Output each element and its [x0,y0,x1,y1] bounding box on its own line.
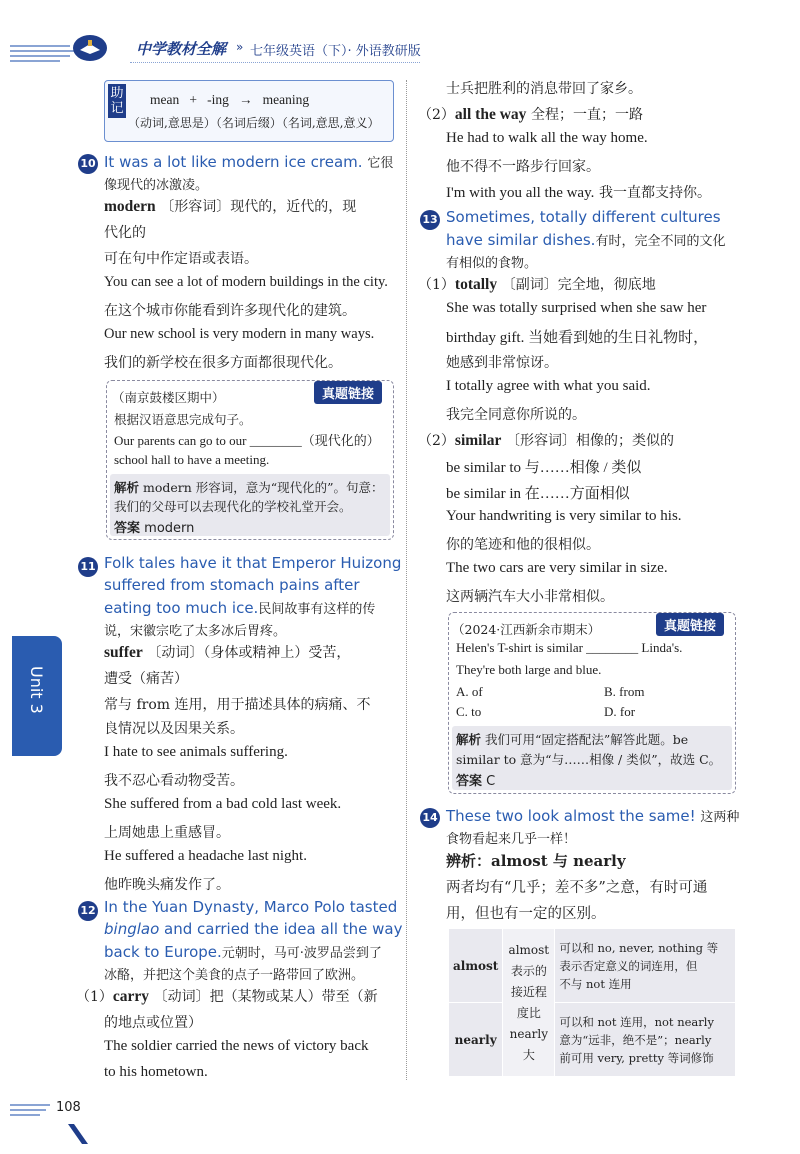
item11-h1: Folk tales have it that Emperor Huizong [104,554,402,572]
item12-sub2-label: （2） [418,107,455,123]
item11-h3: eating too much ice. [104,599,259,617]
table-shared-5: nearly [509,1026,549,1041]
item12-sub2-word: all the way [454,106,527,123]
table-row [449,1003,736,1077]
table-cell-shared [503,929,555,1077]
item11-usage2: 良情况以及因果关系。 [104,721,244,737]
header-subject: 七年级英语（下）· 外语教研版 [250,44,421,59]
table-shared-6: 大 [522,1047,535,1062]
item-number-12: 12 [78,901,98,921]
item11-ex2-en: She suffered from a bad cold last week. [104,796,342,812]
table-shared-4: 度比 [516,1005,541,1020]
comparison-table-wrap [448,928,736,1077]
exam2-analysis-label: 解析 [456,732,482,747]
item12-sub2-line [418,104,643,124]
exam2-q1: Helen's T-shirt is similar ________ Linda's. [456,640,683,655]
item10-heading [104,152,393,171]
table-cell-nearly-note [555,1003,736,1077]
column-divider [406,80,407,1080]
item11-h3-line [104,598,375,617]
exam1-analysis1: modern 形容词，意为“现代化的”。句意： [143,480,384,495]
page-number: 108 [56,1100,81,1115]
exam2-analysis2: similar to 意为“与……相像 / 类似”，故选 C。 [456,752,722,767]
item-number-14: 14 [420,808,440,828]
item13-sub1-label: （1） [418,277,455,293]
item13-ex1-cn: 她感到非常惊讶。 [446,355,558,371]
item13-ex4-en: The two cars are very similar in size. [446,560,668,576]
exam2-analysis-line1 [456,730,688,748]
exam1-instruction: 根据汉语意思完成句子。 [114,412,252,427]
item13-h2-line [446,230,725,249]
table-shared-1: almost [508,942,550,957]
item11-ex1-en: I hate to see animals suffering. [104,744,288,760]
header-separator: » [236,40,244,54]
item12-sub1-line [76,986,378,1006]
item12-h2a: binglao [104,920,160,938]
item14-analysis-title: 辨析：almost 与 nearly [446,852,626,870]
item12-h2b: and carried the idea all the way [159,920,403,938]
item10-word: modern [104,198,156,215]
item12-ex3-en: I'm with you all the way. [446,185,595,201]
item-number-11: 11 [78,557,98,577]
unit-tab [12,636,62,756]
item-number-10: 10 [78,154,98,174]
exam2-answer-label: 答案 [456,774,483,789]
memo-formula: mean + -ing → meaning [150,92,310,107]
exam2-source: （2024·江西新余市期末） [452,622,601,637]
memo-box [104,80,394,142]
table-row2-note3: 前可用 very, pretty 等词修饰 [559,1050,714,1065]
item14-h2-cn: 食物看起来几乎一样！ [446,832,577,847]
item10-heading-cn2: 像现代的冰激凌。 [104,178,209,193]
item11-pos: 〔动词〕（身体或精神上）受苦， [147,645,351,661]
exam1-q1: Our parents can go to our ________（现代化的） [114,433,380,448]
item13-ex2-en: I totally agree with what you said. [446,378,651,394]
item12-h3-cn: 元朝时，马可·波罗品尝到了 [221,946,382,961]
item13-ex3-cn: 你的笔迹和他的很相似。 [446,537,600,553]
exam1-answer-line [114,517,194,536]
item13-p1: be similar to 与……相像 / 类似 [446,460,642,476]
item12-sub1-pos2: 的地点或位置） [104,1015,202,1031]
item12-sub1-label: （1） [76,989,113,1005]
table-row2-note1: 可以和 not 连用，not nearly [559,1014,714,1029]
table-cell-nearly: nearly [449,1003,503,1077]
item12-h3: back to Europe. [104,943,222,961]
item13-ex4-cn: 这两辆汽车大小非常相似。 [446,589,614,605]
item10-usage: 可在句中作定语或表语。 [104,251,258,267]
item12-h4-cn: 冰酪，并把这个美食的点子一路带回了欧洲。 [104,968,365,983]
item12-sub1-word: carry [112,988,150,1005]
table-row1-note1: 可以和 no, never, nothing 等 [559,940,719,955]
item13-sub1-word: totally [454,276,498,293]
item11-word: suffer [104,644,143,661]
item11-ex3-cn: 他昨晚头痛发作了。 [104,877,230,893]
item13-sub2-label: （2） [418,433,455,449]
item13-ex3-en: Your handwriting is very similar to his. [446,508,682,524]
exam1-answer-label: 答案 [114,521,141,536]
exam2-opt-a: A. of [456,684,483,699]
item12-h3-line [104,942,382,961]
item13-sub2-line [418,430,674,450]
item13-ex1-mix: birthday gift. 当她看到她的生日礼物时， [446,330,709,346]
item10-ex1-en: You can see a lot of modern buildings in the city. [104,274,388,290]
item11-ex3-en: He suffered a headache last night. [104,848,307,864]
item12-ex2-cn: 他不得不一路步行回家。 [446,159,600,175]
item13-sub1-line [418,274,656,294]
item13-h2: have similar dishes. [446,231,596,249]
table-cell-almost: almost [449,929,503,1003]
item14-h1-line [446,806,739,825]
header-book-title: 中学教材全解 [136,40,227,58]
memo-label: 助记 [108,84,126,118]
exam2-tag: 真题链接 [656,613,724,636]
item11-usage1: 常与 from 连用，用于描述具体的病痛、不 [104,697,371,713]
item12-h2-line [104,920,403,938]
table-row [449,929,736,1003]
item13-ex2-cn: 我完全同意你所说的。 [446,407,586,423]
item11-h4-cn: 说，宋徽宗吃了太多冰后胃疼。 [104,624,287,639]
item12-ex3-cn: 我一直都支持你。 [598,185,711,201]
item11-ex2-cn: 上周她患上重感冒。 [104,825,230,841]
exam2-answer: C [486,774,496,789]
item13-h1: Sometimes, totally different cultures [446,208,721,226]
item11-h2: suffered from stomach pains after [104,576,360,594]
table-shared-3: 接近程 [510,984,547,999]
item12-ex1-cn: 士兵把胜利的消息带回了家乡。 [446,81,642,97]
item12-ex2-en: He had to walk all the way home. [446,130,648,146]
item13-sub1-pos: 〔副词〕完全地，彻底地 [501,277,656,293]
item12-h1: In the Yuan Dynasty, Marco Polo tasted [104,898,398,916]
item14-h1-cn: 这两种 [700,810,740,825]
unit-tab-label: Unit 3 [27,666,46,714]
footer-decoration [10,1094,100,1144]
memo-explain: （动词,意思是）（名词后缀）（名词,意思,意义） [128,116,380,130]
table-row2-note2: 意为“远非，绝不是”；nearly [559,1032,712,1047]
item13-h2-cn: 有时，完全不同的文化 [595,234,726,249]
item10-ex2-en: Our new school is very modern in many ways. [104,326,375,342]
exam1-analysis-line1 [114,478,384,496]
item12-sub2-meaning: 全程；一直；一路 [531,107,643,123]
item10-pos: 〔形容词〕现代的，近代的，现 [160,199,357,215]
item10-ex2-cn: 我们的新学校在很多方面都很现代化。 [104,355,342,371]
item10-heading-cn1: 它很 [367,156,394,171]
exam1-source: （南京鼓楼区期中） [112,390,225,405]
item10-ex1-cn: 在这个城市你能看到许多现代化的建筑。 [104,303,356,319]
item11-word-line [104,642,350,662]
item10-word-line [104,196,356,216]
exam2-analysis1: 我们可用“固定搭配法”解答此题。be [485,732,689,747]
header-dotted-rule [130,62,420,63]
exam2-opt-c: C. to [456,704,482,719]
exam2-answer-line [456,770,495,789]
table-cell-almost-note [555,929,736,1003]
exam2-opt-b: B. from [604,684,645,699]
item13-ex1-en: She was totally surprised when she saw her [446,300,707,316]
exam1-q2: school hall to have a meeting. [114,452,270,467]
item11-pos2: 遭受（痛苦） [104,671,188,687]
table-row1-note3: 不与 not 连用 [559,976,632,991]
book-logo-icon [72,32,108,62]
comparison-table [448,928,736,1077]
item10-heading-en: It was a lot like modern ice cream. [104,153,363,171]
exam2-opt-d: D. for [604,704,636,719]
exam1-answer: modern [144,521,195,536]
item-number-13: 13 [420,210,440,230]
item11-h3-cn: 民间故事有这样的传 [258,602,376,617]
item13-sub2-word: similar [454,432,502,449]
item13-h3-cn: 有相似的食物。 [446,256,538,271]
item12-ex1-en2: to his hometown. [104,1064,208,1080]
item13-sub2-pos: 〔形容词〕相像的；类似的 [506,433,675,449]
table-shared-2: 表示的 [510,963,547,978]
item13-p2: be similar in 在……方面相似 [446,486,630,502]
exam1-analysis2: 我们的父母可以去现代化的学校礼堂开会。 [114,499,352,514]
item14-h1: These two look almost the same! [446,807,696,825]
table-row1-note2: 表示否定意义的词连用，但 [559,958,698,973]
exam1-tag: 真题链接 [314,381,382,404]
exam1-analysis-label: 解析 [114,480,140,495]
exam2-q2: They're both large and blue. [456,662,602,677]
item14-desc1: 两者均有“几乎；差不多”之意，有时可通 [446,880,708,896]
item11-ex1-cn: 我不忍心看动物受苦。 [104,773,244,789]
item10-pos2: 代化的 [104,225,146,241]
item12-sub1-pos: 〔动词〕把（某物或某人）带至（新 [153,989,378,1005]
item12-ex3-line [446,182,711,202]
item12-ex1-en1: The soldier carried the news of victory back [104,1038,369,1054]
item14-desc2: 用，但也有一定的区别。 [446,906,606,922]
